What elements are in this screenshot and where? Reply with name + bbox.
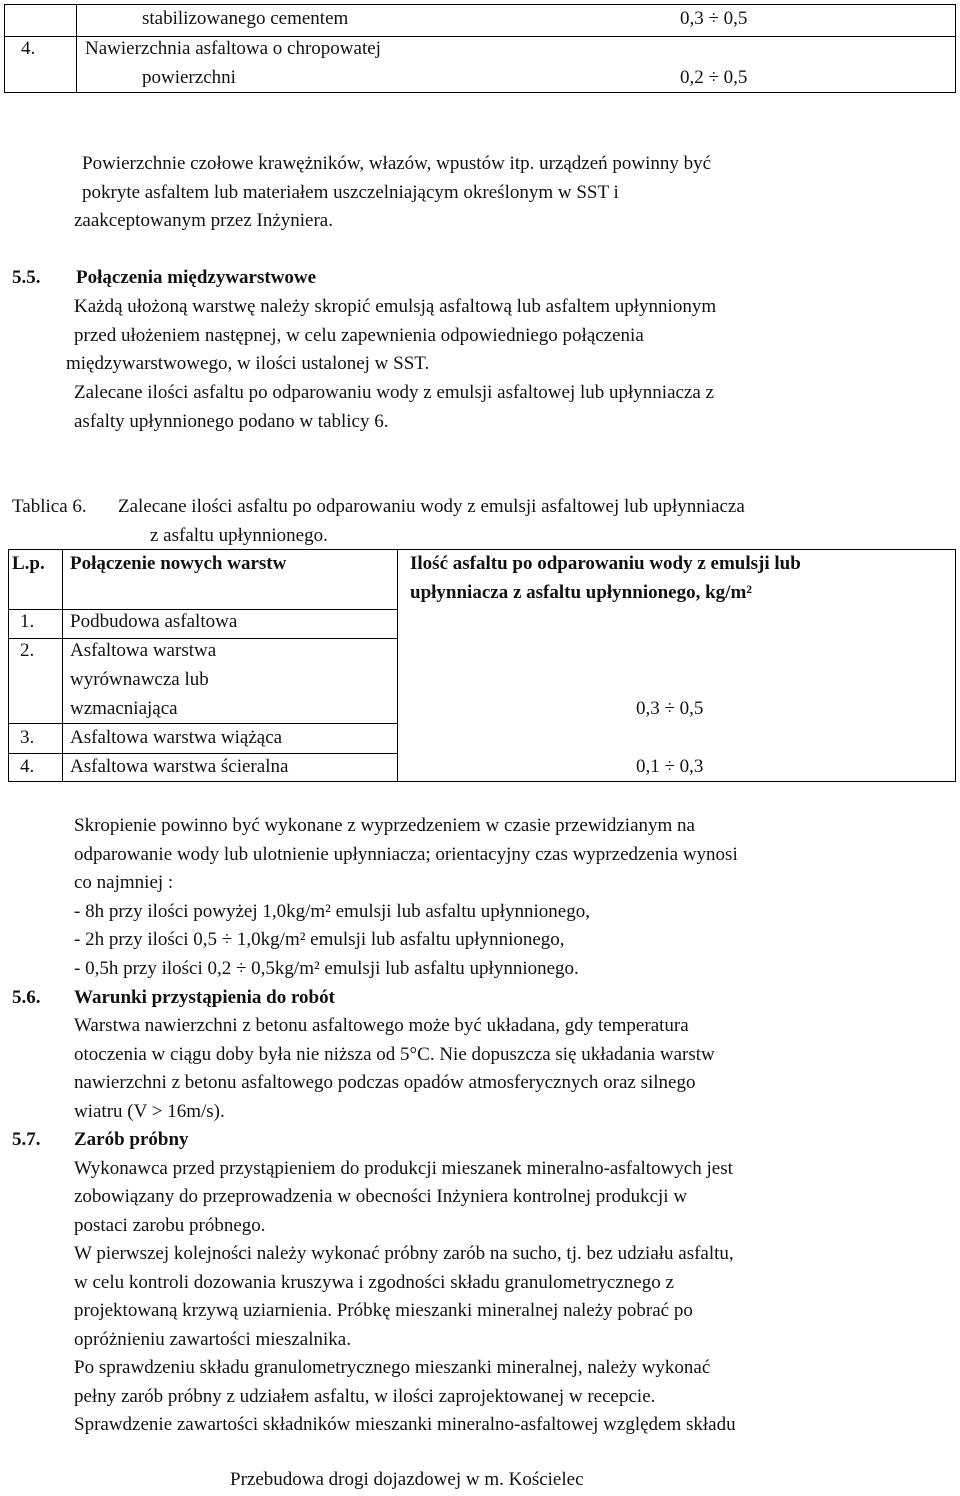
table-caption: z asfaltu upłynnionego. <box>150 525 328 546</box>
text-line: zaakceptowanym przez Inżyniera. <box>74 210 333 231</box>
table-cell-desc: powierzchni <box>142 67 236 88</box>
text-line: przed ułożeniem następnej, w celu zapewnienia odpowiedniego połączenia <box>74 325 644 346</box>
table-cell-desc: Asfaltowa warstwa <box>70 640 217 661</box>
section-title: Zarób próbny <box>74 1129 189 1150</box>
table-border <box>62 549 63 781</box>
table-cell-value: 0,3 ÷ 0,5 <box>636 698 704 719</box>
table-border <box>8 638 397 639</box>
text-line: co najmniej : <box>74 872 174 893</box>
list-item: - 0,5h przy ilości 0,2 ÷ 0,5kg/m² emulsji lub asfaltu upłynnionego. <box>74 958 579 979</box>
text-line: pełny zarób próbny z udziałem asfaltu, w ilości zaprojektowanej w recepcie. <box>74 1386 656 1407</box>
table-cell-desc: Asfaltowa warstwa wiążąca <box>70 727 283 748</box>
table-cell-desc: Nawierzchnia asfaltowa o chropowatej <box>85 38 381 59</box>
table-border <box>397 549 398 781</box>
text-line: W pierwszej kolejności należy wykonać próbny zarób na sucho, tj. bez udziału asfaltu, <box>74 1243 734 1264</box>
text-line: projektowaną krzywą uziarnienia. Próbkę mieszanki mineralnej należy pobrać po <box>74 1300 693 1321</box>
table-border <box>8 549 9 781</box>
text-line: Po sprawdzeniu składu granulometrycznego mieszanki mineralnej, należy wykonać <box>74 1357 711 1378</box>
section-title: Warunki przystąpienia do robót <box>74 987 335 1008</box>
text-line: odparowanie wody lub ulotnienie upłynniacza; orientacyjny czas wyprzedzenia wynosi <box>74 844 738 865</box>
text-line: Wykonawca przed przystąpieniem do produkcji mieszanek mineralno-asfaltowych jest <box>74 1158 733 1179</box>
table-caption-label: Tablica 6. <box>12 496 87 517</box>
text-line: asfalty upłynnionego podano w tablicy 6. <box>74 411 389 432</box>
table-cell-desc: stabilizowanego cementem <box>142 8 349 29</box>
text-line: Warstwa nawierzchni z betonu asfaltowego może być układana, gdy temperatura <box>74 1015 689 1036</box>
table-border <box>4 92 956 93</box>
table-cell-value: 0,2 ÷ 0,5 <box>680 67 748 88</box>
text-line: pokryte asfaltem lub materiałem uszczelniającym określonym w SST i <box>82 182 619 203</box>
page-footer: Przebudowa drogi dojazdowej w m. Kościelec <box>230 1469 584 1490</box>
section-number: 5.6. <box>12 987 41 1008</box>
table-cell-num: 4. <box>20 756 35 777</box>
text-line: międzywarstwowego, w ilości ustalonej w SST. <box>66 353 430 374</box>
table-border <box>955 549 956 781</box>
table-border <box>8 781 956 782</box>
table-cell-desc: wzmacniająca <box>70 698 178 719</box>
table-border <box>4 4 956 5</box>
table-cell-num: 1. <box>20 611 35 632</box>
table-cell-num: 3. <box>20 727 35 748</box>
text-line: opróżnieniu zawartości mieszalnika. <box>74 1329 351 1350</box>
table-cell-num: 4. <box>21 38 36 59</box>
text-line: Sprawdzenie zawartości składników mieszanki mineralno-asfaltowej względem składu <box>74 1414 736 1435</box>
list-item: - 8h przy ilości powyżej 1,0kg/m² emulsji lub asfaltu upłynnionego, <box>74 901 590 922</box>
text-line: Skropienie powinno być wykonane z wyprzedzeniem w czasie przewidzianym na <box>74 815 695 836</box>
table-border <box>8 609 397 610</box>
table-cell-num: 2. <box>20 640 35 661</box>
table-cell-desc: Asfaltowa warstwa ścieralna <box>70 756 289 777</box>
list-item: - 2h przy ilości 0,5 ÷ 1,0kg/m² emulsji lub asfaltu upłynnionego, <box>74 929 565 950</box>
text-line: wiatru (V > 16m/s). <box>74 1101 225 1122</box>
text-line: postaci zarobu próbnego. <box>74 1215 266 1236</box>
table-border <box>4 4 5 92</box>
table-cell-desc: Podbudowa asfaltowa <box>70 611 238 632</box>
text-line: nawierzchni z betonu asfaltowego podczas opadów atmosferycznych oraz silnego <box>74 1072 696 1093</box>
table-cell-value: 0,3 ÷ 0,5 <box>680 8 748 29</box>
table-border <box>4 36 956 37</box>
table-header-layers: Połączenie nowych warstw <box>70 553 287 574</box>
table-caption: Zalecane ilości asfaltu po odparowaniu wody z emulsji asfaltowej lub upłynniacza <box>118 496 745 517</box>
text-line: w celu kontroli dozowania kruszywa i zgodności składu granulometrycznego z <box>74 1272 674 1293</box>
table-cell-desc: wyrównawcza lub <box>70 669 209 690</box>
table-border <box>76 4 77 92</box>
table-border <box>955 4 956 92</box>
table-border <box>8 549 956 550</box>
table-header-lp: L.p. <box>12 553 45 574</box>
text-line: otoczenia w ciągu doby była nie niższa od 5°C. Nie dopuszcza się układania warstw <box>74 1044 715 1065</box>
text-line: Powierzchnie czołowe krawężników, włazów, wpustów itp. urządzeń powinny być <box>82 153 712 174</box>
table-border <box>8 753 397 754</box>
text-line: Każdą ułożoną warstwę należy skropić emulsją asfaltową lub asfaltem upłynnionym <box>74 296 717 317</box>
table-header-amount: upłynniacza z asfaltu upłynnionego, kg/m² <box>410 582 752 603</box>
text-line: zobowiązany do przeprowadzenia w obecności Inżyniera kontrolnej produkcji w <box>74 1186 688 1207</box>
table-border <box>8 723 397 724</box>
text-line: Zalecane ilości asfaltu po odparowaniu wody z emulsji asfaltowej lub upłynniacza z <box>74 382 714 403</box>
section-title: Połączenia międzywarstwowe <box>76 267 317 288</box>
section-number: 5.7. <box>12 1129 41 1150</box>
table-header-amount: Ilość asfaltu po odparowaniu wody z emulsji lub <box>410 553 801 574</box>
section-number: 5.5. <box>12 267 41 288</box>
table-cell-value: 0,1 ÷ 0,3 <box>636 756 704 777</box>
